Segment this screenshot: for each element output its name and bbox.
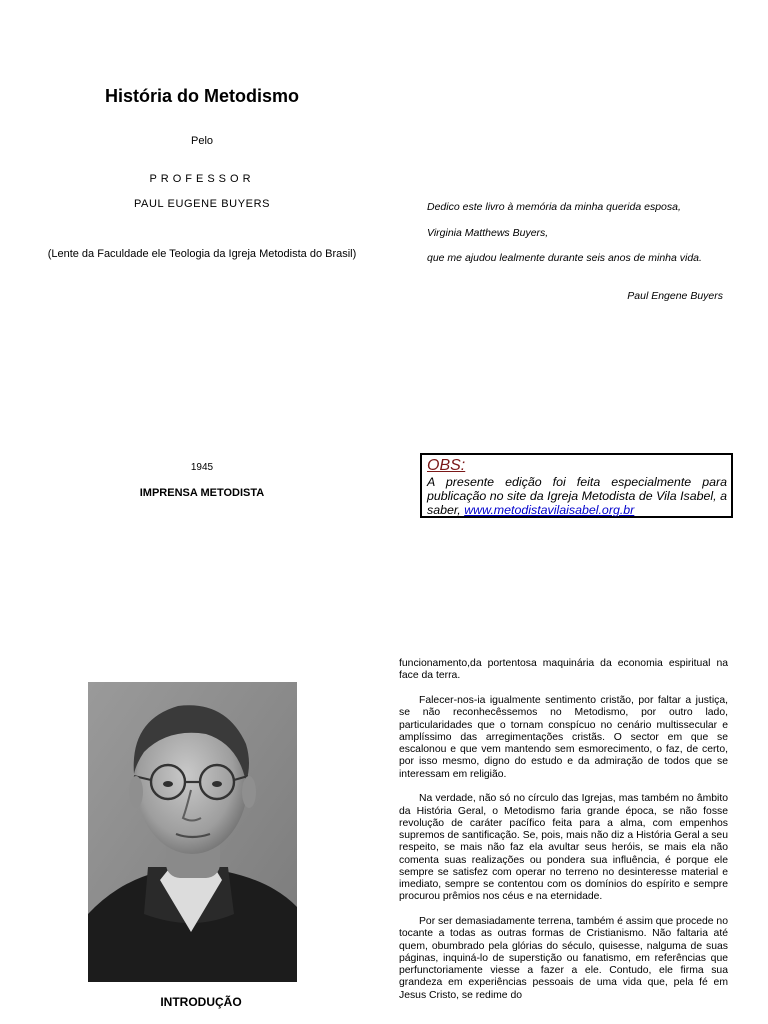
author-rank: PROFESSOR bbox=[149, 173, 255, 185]
body-paragraph: Falecer-nos-ia igualmente sentimento cristão, por faltar a justiça, se não reconhecêssemos no Metodismo, por outro lado, particularidades que o tornam conspícuo no cenário multissecular e amplíssimo das arregimentações cristãs. O sector em que se escalonou e que vem mantendo sem esmorecimento, o faz, de certo, por isso mesmo, digno do estudo e da admiração de todos que se interessam em religião. bbox=[399, 695, 728, 780]
body-paragraph: Na verdade, não só no círculo das Igrejas, mas também no âmbito da História Geral, o Metodismo faria grande época, se não fosse revolução de caráter pacífico feita para a alma, com empenhos supremos de santificação. Se, pois, mais não diz a História Geral a seu respeito, se mais não faz ela avultar seus heróis, se mais ela não comenta suas realizações ou pondera sua influência, é porque ele sempre se satisfez com operar no terreno no desinteresse material e imediato, sempre se contentou com os domínios do espírito e sempre procurou prêmios nos céus e na eternidade. bbox=[399, 793, 728, 903]
obs-text-body: A presente edição foi feita especialmente para publicação no site da Igreja Metodista de Vila Isabel, a saber, bbox=[427, 475, 727, 517]
body-text bbox=[399, 658, 728, 1014]
dedication-signature: Paul Engene Buyers bbox=[627, 290, 723, 302]
author-name: PAUL EUGENE BUYERS bbox=[133, 198, 271, 210]
obs-heading: OBS: bbox=[427, 457, 466, 474]
obs-note-box bbox=[420, 453, 733, 518]
author-portrait bbox=[88, 682, 297, 982]
dedication-line: Virginia Matthews Buyers, bbox=[427, 226, 549, 239]
section-heading: INTRODUÇÃO bbox=[160, 995, 242, 1009]
author-portrait-image bbox=[88, 682, 297, 982]
author-affiliation: (Lente da Faculdade ele Teologia da Igreja Metodista do Brasil) bbox=[47, 248, 357, 260]
publisher: IMPRENSA METODISTA bbox=[139, 487, 265, 499]
body-paragraph: Por ser demasiadamente terrena, também é assim que procede no tocante a todas as outras formas de Cristianismo. Não faltaria até quem, obumbrado pela glórias do século, quisesse, nalguma de suas páginas, inquiná-lo de superstição ou fanatismo, em referências que perfunctoriamente viesse a fazer a ele. Contudo, ele firma sua grandeza em experiências pessoais de uma vida que, pela fé em Jesus Cristo, se redime do bbox=[399, 916, 728, 1001]
dedication-line: Dedico este livro à memória da minha querida esposa, bbox=[427, 201, 681, 213]
byline-pelo: Pelo bbox=[190, 135, 214, 147]
publication-year: 1945 bbox=[190, 462, 214, 473]
dedication bbox=[427, 201, 727, 278]
website-link[interactable]: www.metodistavilaisabel.org.br bbox=[464, 503, 635, 517]
obs-text bbox=[427, 475, 727, 517]
book-title: História do Metodismo bbox=[104, 86, 299, 106]
dedication-line: que me ajudou lealmente durante seis anos de minha vida. bbox=[427, 252, 702, 264]
body-paragraph: funcionamento,da portentosa maquinária da economia espiritual na face da terra. bbox=[399, 658, 728, 682]
